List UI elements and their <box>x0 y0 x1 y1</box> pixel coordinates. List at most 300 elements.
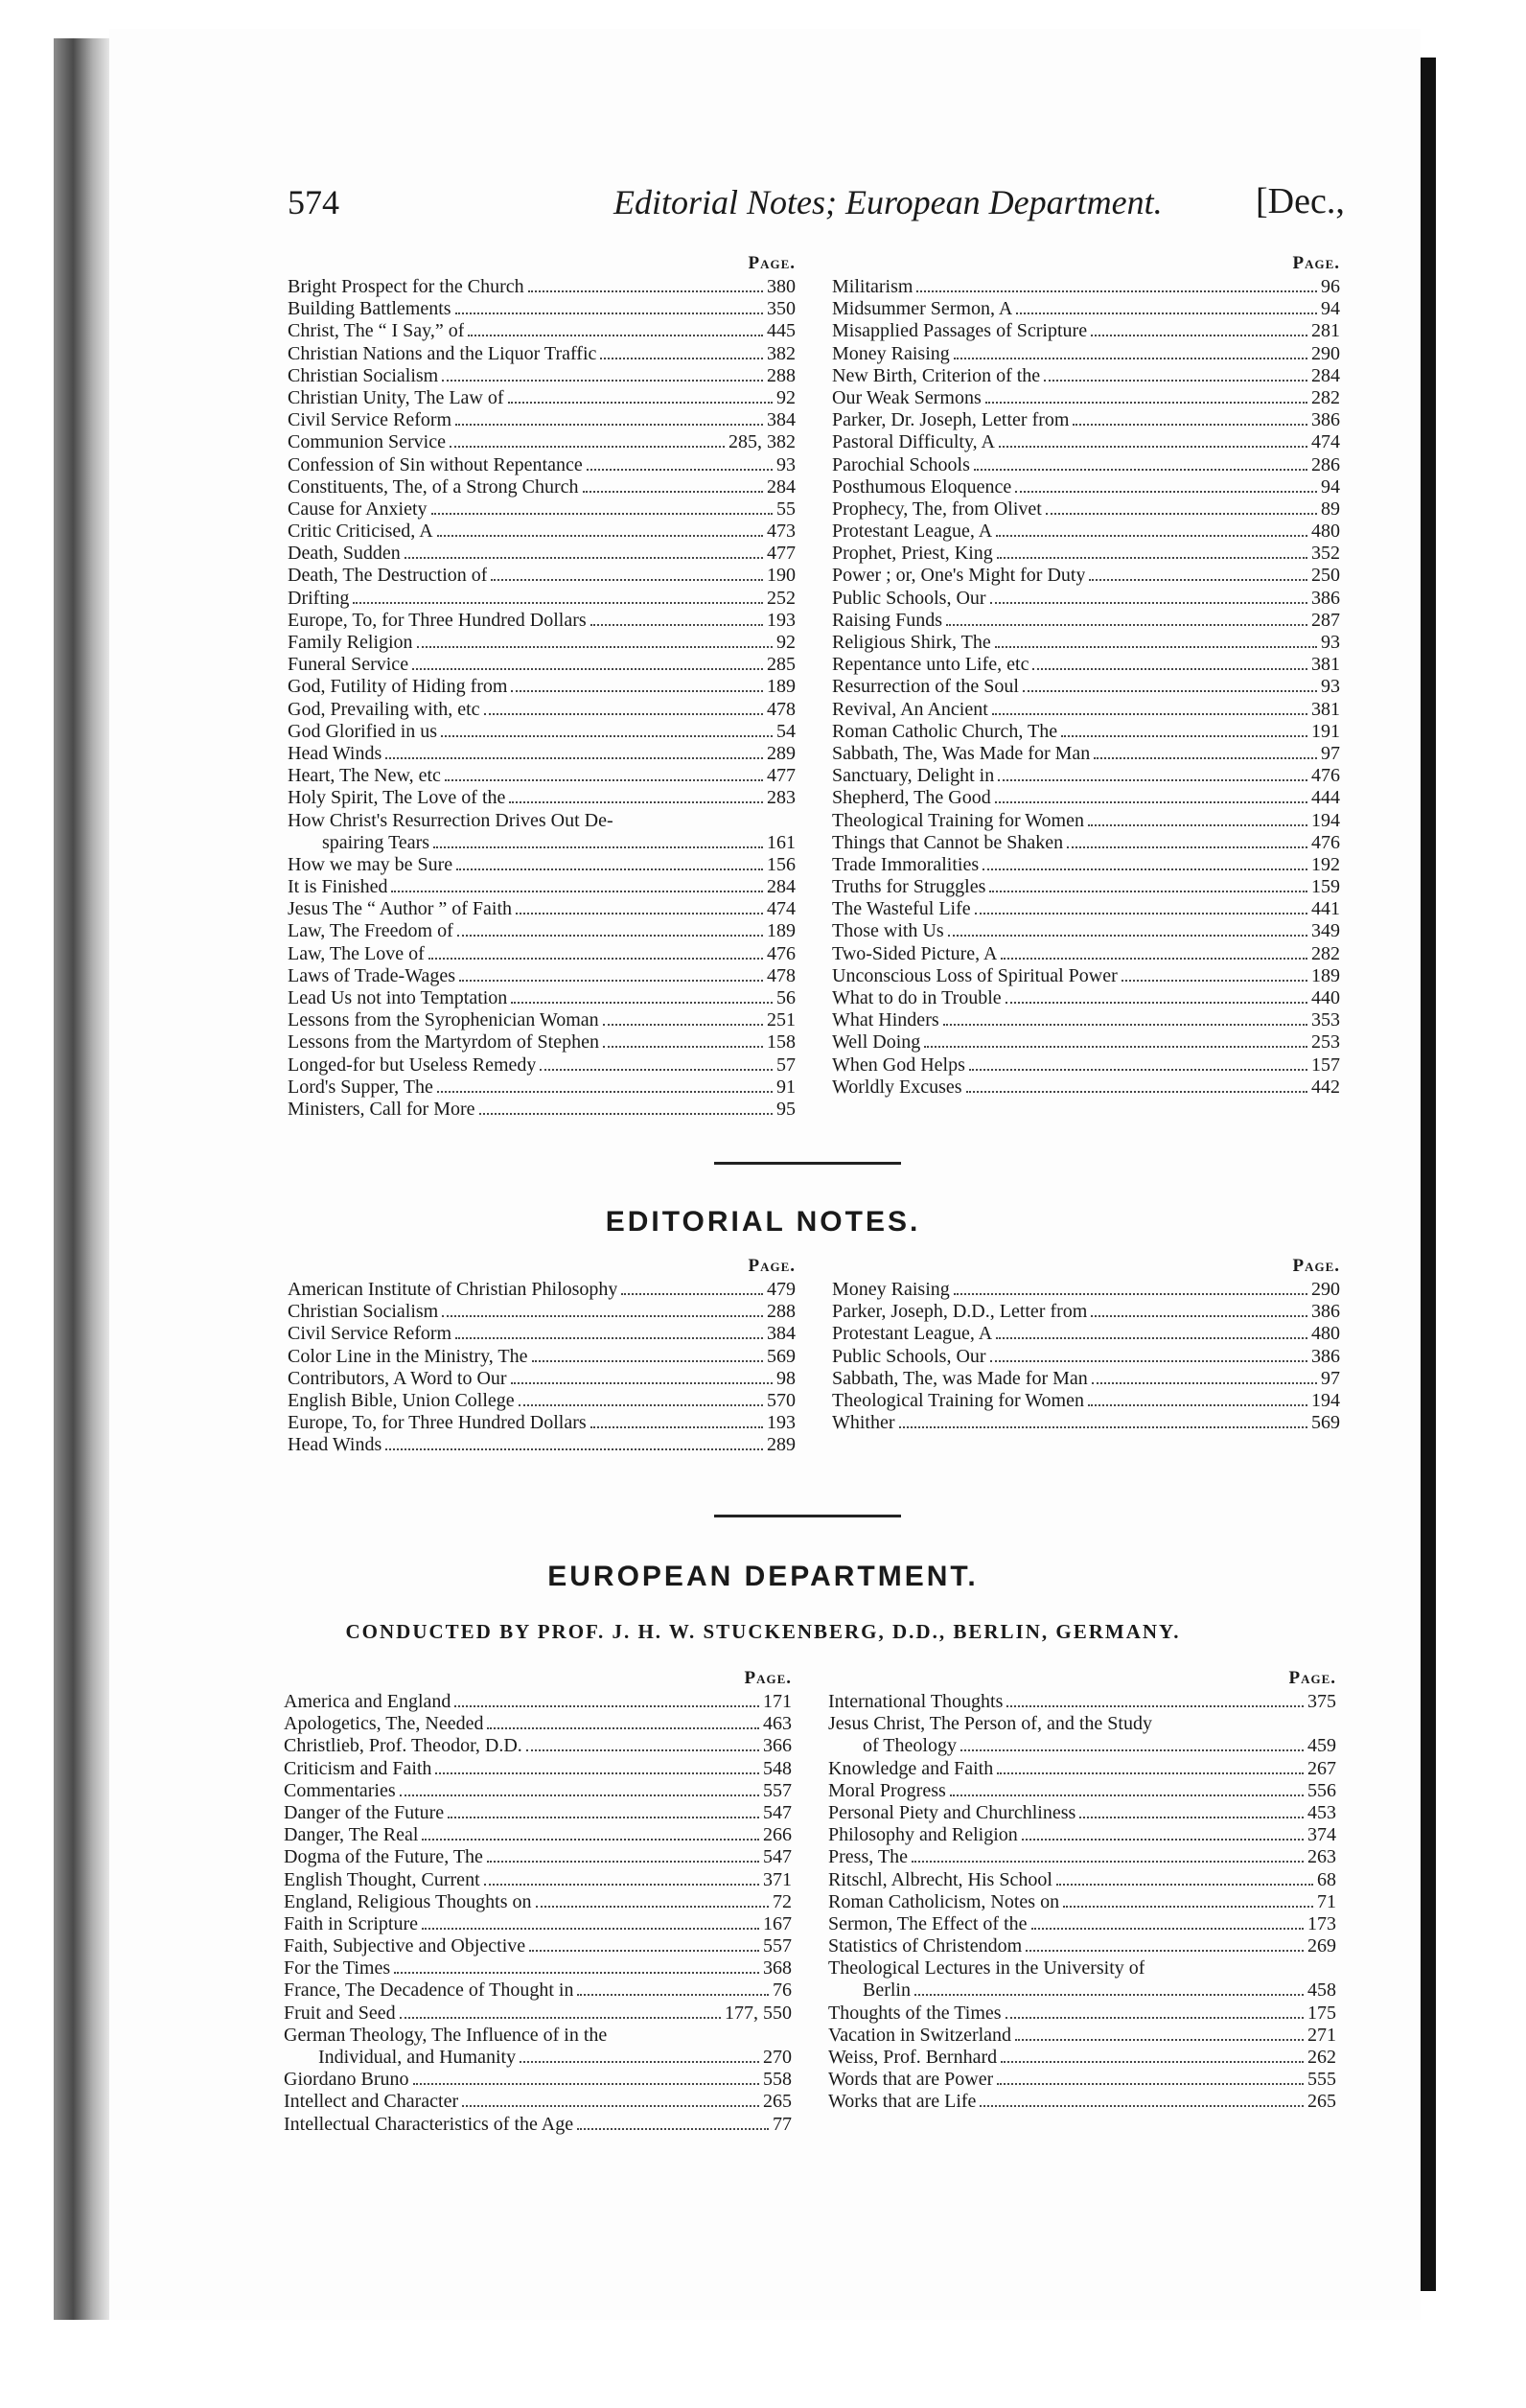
entry-title: German Theology, The Influence of in the <box>284 2024 608 2046</box>
index-entry <box>288 632 796 654</box>
page-column-label: Page. <box>748 1256 796 1276</box>
dot-leader <box>487 1861 759 1863</box>
entry-page: 556 <box>1307 1779 1336 1801</box>
dot-leader <box>1088 1404 1307 1406</box>
index-entry <box>832 1346 1340 1368</box>
index-entry <box>828 1713 1336 1735</box>
entry-page: 77 <box>773 2113 792 2135</box>
dot-leader <box>1091 335 1307 336</box>
entry-page: 265 <box>763 2091 792 2113</box>
index-entry <box>828 1802 1336 1824</box>
dot-leader <box>577 1994 769 1996</box>
entry-title: Commentaries <box>284 1779 396 1801</box>
entry-page: 386 <box>1311 587 1340 609</box>
entry-title: Sermon, The Effect of the <box>828 1912 1028 1934</box>
index-entry-continuation <box>828 1980 1336 2002</box>
dot-leader <box>1061 735 1307 737</box>
issue-month: [Dec., <box>1256 181 1345 221</box>
dot-leader <box>980 2105 1304 2107</box>
scan-edge-right <box>1421 58 1436 2291</box>
dot-leader <box>995 646 1317 648</box>
index-entry <box>288 454 796 476</box>
index-entry <box>828 1935 1336 1957</box>
dot-leader <box>1023 690 1317 692</box>
index-entry <box>832 588 1340 610</box>
index-entry <box>832 431 1340 453</box>
index-entry <box>832 298 1340 320</box>
entry-page: 350 <box>767 298 796 320</box>
entry-title: Unconscious Loss of Spiritual Power <box>832 964 1118 986</box>
entry-page: 548 <box>763 1757 792 1779</box>
dot-leader <box>400 1794 759 1796</box>
entry-page: 384 <box>767 409 796 431</box>
dot-leader <box>479 1113 773 1115</box>
entry-page: 76 <box>773 1980 792 2002</box>
entry-title: Philosophy and Religion <box>828 1824 1018 1846</box>
entry-page: 384 <box>767 1323 796 1345</box>
dot-leader <box>391 891 763 892</box>
dot-leader <box>455 424 763 426</box>
entry-page: 479 <box>767 1279 796 1300</box>
section-divider <box>714 1162 901 1165</box>
index-entry <box>828 1780 1336 1802</box>
index-entry <box>284 1824 792 1846</box>
index-entry <box>284 2003 792 2025</box>
index-entry <box>832 1301 1340 1323</box>
entry-title: Color Line in the Ministry, The <box>288 1345 528 1367</box>
index-entry <box>288 943 796 965</box>
page-column-label: Page. <box>1288 1668 1336 1688</box>
index-entry <box>288 276 796 298</box>
dot-leader <box>422 1928 759 1930</box>
dot-leader <box>603 1046 763 1048</box>
entry-page: 253 <box>1311 1031 1340 1054</box>
entry-title: Works that are Life <box>828 2091 977 2113</box>
index-entry <box>288 431 796 453</box>
dot-leader <box>508 402 773 404</box>
index-entry <box>284 2069 792 2091</box>
entry-page: 380 <box>767 276 796 297</box>
entry-page: 547 <box>763 1846 792 1868</box>
entry-title-continued: of Theology <box>863 1735 957 1757</box>
entry-page: 477 <box>767 543 796 565</box>
dot-leader <box>520 2061 759 2063</box>
entry-page: 478 <box>767 698 796 720</box>
entry-page: 282 <box>1311 386 1340 408</box>
entry-title: Civil Service Reform <box>288 1323 452 1345</box>
entry-title: Europe, To, for Three Hundred Dollars <box>288 1412 587 1434</box>
entry-title: English Bible, Union College <box>288 1389 515 1411</box>
dot-leader <box>385 757 763 759</box>
dot-leader <box>924 1046 1307 1048</box>
index-entry <box>832 320 1340 342</box>
entry-title: Those with Us <box>832 920 944 942</box>
entry-page: 251 <box>767 1009 796 1031</box>
entry-title: For the Times <box>284 1957 391 1980</box>
entry-title: Sabbath, The, was Made for Man <box>832 1367 1088 1389</box>
dot-leader <box>385 1448 763 1450</box>
entry-page: 173 <box>1307 1912 1336 1934</box>
entry-title: Lead Us not into Temptation <box>288 987 508 1008</box>
entry-page: 263 <box>1307 1846 1336 1868</box>
index-entry <box>828 1891 1336 1913</box>
entry-page: 270 <box>763 2047 792 2068</box>
entry-page: 557 <box>763 1935 792 1957</box>
entry-page: 374 <box>1307 1824 1336 1846</box>
entry-title: Christian Unity, The Law of <box>288 386 504 408</box>
dot-leader <box>1031 1928 1304 1930</box>
dot-leader <box>998 779 1307 781</box>
dot-leader <box>529 1950 759 1952</box>
entry-page: 287 <box>1311 609 1340 631</box>
dot-leader <box>600 358 763 359</box>
entry-title: Christian Socialism <box>288 1301 439 1323</box>
entry-page: 386 <box>1311 409 1340 431</box>
index-entry <box>288 920 796 942</box>
index-entry <box>828 1758 1336 1780</box>
entry-title: Personal Piety and Churchliness <box>828 1801 1076 1823</box>
entry-page: 262 <box>1307 2047 1336 2068</box>
entry-title: Bright Prospect for the Church <box>288 276 524 297</box>
index-entry <box>832 1323 1340 1345</box>
entry-page: 177, 550 <box>725 2002 792 2024</box>
entry-title: Shepherd, The Good <box>832 787 991 809</box>
index-entry <box>288 965 796 987</box>
index-entry <box>284 2114 792 2136</box>
entry-page: 349 <box>1311 920 1340 942</box>
entry-title: Laws of Trade-Wages <box>288 964 456 986</box>
entry-title: Lord's Supper, The <box>288 1076 433 1098</box>
entry-page: 478 <box>767 964 796 986</box>
dot-leader <box>621 1293 763 1295</box>
dot-leader <box>353 602 763 604</box>
entry-title: Constituents, The, of a Strong Church <box>288 475 579 498</box>
index-entry <box>832 1031 1340 1054</box>
index-entry <box>828 2003 1336 2025</box>
entry-page: 476 <box>767 942 796 964</box>
index-entry <box>284 1869 792 1891</box>
entry-title: Lessons from the Syrophenician Woman <box>288 1009 599 1031</box>
dot-leader <box>1006 1705 1304 1707</box>
entry-page: 477 <box>767 765 796 787</box>
entry-page: 55 <box>776 498 796 520</box>
index-entry <box>832 943 1340 965</box>
entry-title: Resurrection of the Soul <box>832 676 1019 698</box>
dot-leader <box>990 602 1307 604</box>
dot-leader <box>1089 579 1307 581</box>
entry-title: Theological Training for Women <box>832 1389 1084 1411</box>
entry-title: Midsummer Sermon, A <box>832 298 1013 320</box>
entry-title: Thoughts of the Times <box>828 2002 1002 2024</box>
dot-leader <box>1015 491 1317 493</box>
entry-title: Public Schools, Our <box>832 587 986 609</box>
page-number: 574 <box>288 183 339 221</box>
dot-leader <box>455 1337 763 1339</box>
entry-page: 250 <box>1311 565 1340 587</box>
entry-title: Contributors, A Word to Our <box>288 1367 507 1389</box>
entry-title: Head Winds <box>288 1434 382 1456</box>
entry-title: God Glorified in us <box>288 720 438 742</box>
dot-leader <box>487 1727 759 1729</box>
index-entry <box>288 765 796 787</box>
index-entry <box>832 1390 1340 1412</box>
index-entry <box>284 1691 792 1713</box>
entry-page: 441 <box>1311 898 1340 920</box>
entry-page: 271 <box>1307 2024 1336 2046</box>
entry-title: Knowledge and Faith <box>828 1757 994 1779</box>
entry-title: Lessons from the Martyrdom of Stephen <box>288 1031 599 1054</box>
entry-page: 570 <box>767 1389 796 1411</box>
entry-page: 94 <box>1321 475 1340 498</box>
entry-page: 547 <box>763 1801 792 1823</box>
entry-title: Posthumous Eloquence <box>832 475 1012 498</box>
entry-page: 167 <box>763 1912 792 1934</box>
entry-title: Cause for Anxiety <box>288 498 428 520</box>
index-entry <box>284 1735 792 1757</box>
entry-page: 382 <box>767 342 796 364</box>
index-entry <box>828 1869 1336 1891</box>
entry-page: 94 <box>1321 298 1340 320</box>
entry-page: 289 <box>767 742 796 764</box>
entry-page: 252 <box>767 587 796 609</box>
index-entry <box>288 298 796 320</box>
entry-title: Well Doing <box>832 1031 921 1054</box>
index-entry <box>288 654 796 676</box>
dot-leader <box>511 1002 773 1004</box>
entry-title: Sabbath, The, Was Made for Man <box>832 742 1091 764</box>
entry-title: Drifting <box>288 587 350 609</box>
dot-leader <box>442 1315 763 1317</box>
index-editorial-right <box>832 1254 1340 1457</box>
index-entry <box>288 565 796 587</box>
entry-page: 459 <box>1307 1735 1336 1757</box>
index-entry <box>288 1031 796 1054</box>
entry-page: 267 <box>1307 1757 1336 1779</box>
index-entry <box>288 721 796 743</box>
index-entry <box>288 1009 796 1031</box>
index-entry <box>288 676 796 698</box>
entry-page: 93 <box>776 453 796 475</box>
dot-leader <box>468 335 763 336</box>
entry-title: Giordano Bruno <box>284 2069 409 2091</box>
entry-title: Christ, The “ I Say,” of <box>288 320 465 342</box>
page-header <box>173 182 1380 230</box>
dot-leader <box>437 1091 773 1093</box>
index-entry <box>828 2069 1336 2091</box>
index-entry <box>288 521 796 543</box>
entry-page: 159 <box>1311 876 1340 898</box>
index-entry <box>832 743 1340 765</box>
index-entry <box>288 588 796 610</box>
index-entry <box>284 2091 792 2113</box>
entry-title: Truths for Struggles <box>832 876 986 898</box>
dot-leader <box>914 1994 1304 1996</box>
dot-leader <box>536 1906 769 1908</box>
entry-page: 91 <box>776 1076 796 1098</box>
dot-leader <box>511 690 763 692</box>
entry-title: Law, The Love of <box>288 942 425 964</box>
dot-leader <box>996 535 1307 537</box>
entry-page: 92 <box>776 632 796 653</box>
dot-leader <box>437 535 763 537</box>
dot-leader <box>975 913 1307 915</box>
entry-title: Money Raising <box>832 1279 950 1300</box>
entry-page: 71 <box>1317 1890 1336 1912</box>
index-entry <box>832 699 1340 721</box>
entry-title: Statistics of Christendom <box>828 1935 1023 1957</box>
dot-leader <box>1026 1950 1304 1952</box>
dot-leader <box>1056 1884 1313 1886</box>
entry-page: 191 <box>1311 720 1340 742</box>
entry-page: 161 <box>767 831 796 853</box>
entry-title: Parker, Dr. Joseph, Letter from <box>832 409 1070 431</box>
entry-title: Confession of Sin without Repentance <box>288 453 583 475</box>
dot-leader <box>1006 1002 1307 1004</box>
dot-leader <box>1015 2039 1304 2041</box>
index-entry <box>832 765 1340 787</box>
entry-title: Death, The Destruction of <box>288 565 488 587</box>
dot-leader <box>484 1884 759 1886</box>
entry-page: 97 <box>1321 742 1340 764</box>
index-entry <box>832 521 1340 543</box>
dot-leader <box>433 846 763 848</box>
dot-leader <box>948 935 1307 937</box>
dot-leader <box>943 1024 1307 1026</box>
entry-title: Sanctuary, Delight in <box>832 765 995 787</box>
entry-page: 265 <box>1307 2091 1336 2113</box>
dot-leader <box>417 646 773 648</box>
index-entry <box>828 1957 1336 1980</box>
entry-title: When God Helps <box>832 1054 965 1076</box>
index-entry <box>284 1780 792 1802</box>
dot-leader <box>985 402 1307 404</box>
index-entry <box>832 365 1340 387</box>
index-entry <box>828 2047 1336 2069</box>
dot-leader <box>996 1337 1307 1339</box>
entry-title: Funeral Service <box>288 654 409 676</box>
editorial-notes-title: EDITORIAL NOTES. <box>605 1206 921 1238</box>
entry-page: 480 <box>1311 521 1340 543</box>
entry-page: 569 <box>1311 1412 1340 1434</box>
entry-page: 281 <box>1311 320 1340 342</box>
dot-leader <box>974 469 1307 471</box>
entry-title: Pastoral Difficulty, A <box>832 431 995 453</box>
dot-leader <box>1032 668 1307 670</box>
dot-leader <box>1001 2061 1304 2063</box>
index-entry <box>832 610 1340 632</box>
entry-page: 192 <box>1311 853 1340 875</box>
index-entry <box>288 1301 796 1323</box>
entry-page: 386 <box>1311 1301 1340 1323</box>
entry-title-continued: Individual, and Humanity <box>318 2047 517 2068</box>
dot-leader <box>989 891 1307 892</box>
entry-title: Misapplied Passages of Scripture <box>832 320 1088 342</box>
entry-page: 285 <box>767 654 796 676</box>
index-entry <box>832 832 1340 854</box>
entry-page: 93 <box>1321 676 1340 698</box>
entry-title: Longed-for but Useless Remedy <box>288 1054 537 1076</box>
entry-title: Worldly Excuses <box>832 1076 962 1098</box>
dot-leader <box>899 1426 1307 1428</box>
entry-page: 189 <box>767 920 796 942</box>
entry-title: America and England <box>284 1691 451 1712</box>
entry-title: How Christ's Resurrection Drives Out De- <box>288 809 613 831</box>
dot-leader <box>1079 1817 1304 1818</box>
index-entry <box>284 1891 792 1913</box>
entry-title: Ministers, Call for More <box>288 1098 475 1120</box>
index-entry <box>832 498 1340 521</box>
index-entry <box>828 1824 1336 1846</box>
dot-leader <box>457 935 763 937</box>
index-top-right <box>832 251 1340 1121</box>
entry-page: 54 <box>776 720 796 742</box>
index-entry <box>288 1279 796 1301</box>
index-entry <box>284 1713 792 1735</box>
scan-edge-left <box>54 38 109 2320</box>
index-entry <box>832 1368 1340 1390</box>
entry-title: Dogma of the Future, The <box>284 1846 483 1868</box>
entry-page: 194 <box>1311 809 1340 831</box>
index-entry <box>288 1368 796 1390</box>
index-editorial <box>288 1254 1340 1457</box>
entry-page: 189 <box>767 676 796 698</box>
entry-page: 368 <box>763 1957 792 1980</box>
entry-page: 283 <box>767 787 796 809</box>
entry-title: Christian Socialism <box>288 364 439 386</box>
entry-page: 96 <box>1321 276 1340 297</box>
entry-title: New Birth, Criterion of the <box>832 364 1041 386</box>
index-entry <box>832 409 1340 431</box>
entry-title: Our Weak Sermons <box>832 386 982 408</box>
dot-leader <box>431 513 773 515</box>
entry-title: Religious Shirk, The <box>832 632 991 653</box>
entry-title-continued: spairing Tears <box>322 831 430 853</box>
entry-page: 463 <box>763 1713 792 1735</box>
entry-title: Apologetics, The, Needed <box>284 1713 484 1735</box>
entry-title: France, The Decadence of Thought in <box>284 1980 574 2002</box>
running-title: Editorial Notes; European Department. <box>613 183 1163 221</box>
index-entry-continuation <box>828 1735 1336 1757</box>
dot-leader <box>509 801 763 803</box>
entry-title: What Hinders <box>832 1009 939 1031</box>
entry-title: God, Prevailing with, etc <box>288 698 480 720</box>
dot-leader <box>528 290 763 292</box>
dot-leader <box>394 1972 759 1974</box>
entry-title: Criticism and Faith <box>284 1757 432 1779</box>
index-entry <box>284 1758 792 1780</box>
dot-leader <box>1001 958 1307 960</box>
entry-page: 193 <box>767 1412 796 1434</box>
dot-leader <box>992 713 1307 715</box>
entry-page: 286 <box>1311 453 1340 475</box>
european-department-title: EUROPEAN DEPARTMENT. <box>547 1561 979 1592</box>
dot-leader <box>577 2128 769 2130</box>
dot-leader <box>400 2017 721 2019</box>
index-entry <box>832 1279 1340 1301</box>
dot-leader <box>1016 313 1317 314</box>
index-entry <box>288 898 796 920</box>
entry-page: 352 <box>1311 543 1340 565</box>
entry-title: Europe, To, for Three Hundred Dollars <box>288 609 587 631</box>
entry-page: 474 <box>1311 431 1340 453</box>
dot-leader <box>1044 380 1307 382</box>
index-entry <box>288 543 796 565</box>
entry-page: 175 <box>1307 2002 1336 2024</box>
entry-title: Theological Lectures in the University of <box>828 1957 1145 1980</box>
dot-leader <box>997 557 1307 559</box>
dot-leader <box>590 1426 763 1428</box>
index-entry <box>288 787 796 809</box>
